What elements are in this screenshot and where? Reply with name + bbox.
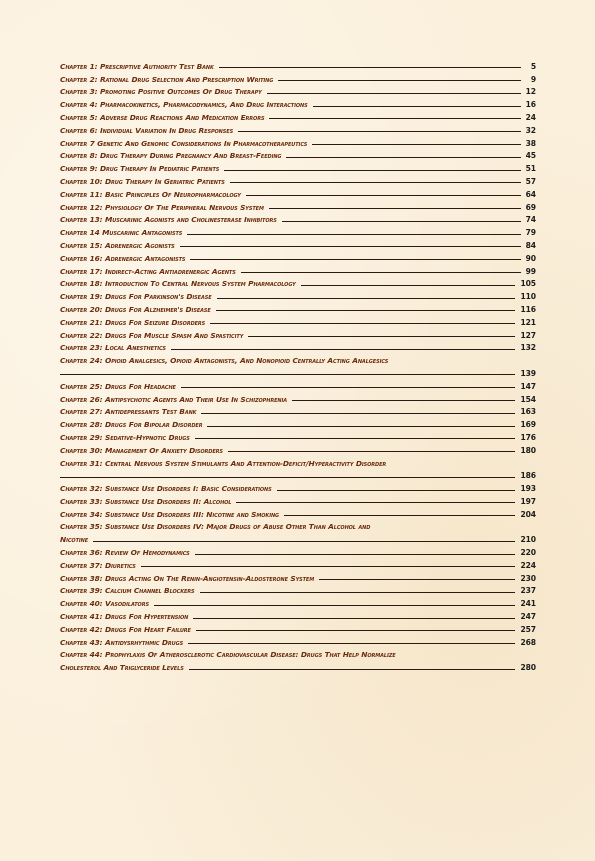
toc-entry-title: Chapter 28: Drugs For Bipolar Disorder bbox=[60, 420, 203, 430]
toc-entry[interactable] bbox=[60, 263, 536, 276]
toc-entry-page-number: 257 bbox=[520, 624, 536, 634]
toc-entry-page-number: 147 bbox=[520, 381, 536, 391]
toc-entry-title: Chapter 26: Antipsychotic Agents And Their Use In Schizophrenia bbox=[60, 394, 288, 404]
toc-entry[interactable] bbox=[60, 365, 536, 378]
toc-entry-page-number: 186 bbox=[520, 471, 536, 481]
toc-leader-line bbox=[190, 259, 520, 260]
toc-entry-page-number: 16 bbox=[525, 100, 536, 110]
toc-entry-title: Chapter 33: Substance Use Disorders II: Alcohol bbox=[60, 496, 232, 506]
toc-leader-line bbox=[246, 195, 521, 196]
toc-entry-page-number: 241 bbox=[520, 599, 536, 609]
toc-leader-line bbox=[200, 592, 516, 593]
toc-entry-page-number: 132 bbox=[520, 343, 536, 353]
toc-entry[interactable] bbox=[60, 468, 536, 481]
toc-entry-page-number: 99 bbox=[525, 266, 536, 276]
toc-entry[interactable] bbox=[60, 570, 536, 583]
toc-entry-title: Chapter 12: Physiology Of The Peripheral Nervous System bbox=[60, 202, 264, 212]
toc-entry-title: Chapter 19: Drugs For Parkinson's Disease bbox=[60, 292, 212, 302]
toc-entry-title: Chapter 17: Indirect-Acting Antiadrenergic Agents bbox=[60, 266, 236, 276]
toc-leader-line bbox=[284, 515, 515, 516]
toc-entry[interactable] bbox=[60, 404, 536, 417]
toc-entry-title: Chapter 31: Central Nervous System Stimulants And Attention-Deficit/Hyperactivity Disorder bbox=[60, 458, 387, 468]
toc-entry-page-number: 79 bbox=[525, 228, 536, 238]
toc-leader-line bbox=[312, 144, 520, 145]
toc-entry-page-number: 268 bbox=[520, 637, 536, 647]
toc-entry-page-number: 220 bbox=[520, 548, 536, 558]
toc-entry[interactable] bbox=[60, 288, 536, 301]
toc-entry-page-number: 5 bbox=[530, 61, 536, 71]
toc-entry[interactable] bbox=[60, 135, 536, 148]
toc-entry-page-number: 121 bbox=[520, 317, 536, 327]
toc-entry-page-number: 204 bbox=[520, 509, 536, 519]
toc-entry-page-number: 116 bbox=[520, 304, 536, 314]
toc-leader-line bbox=[141, 566, 516, 567]
toc-entry-title: Chapter 18: Introduction To Central Nervous System Pharmacology bbox=[60, 279, 296, 289]
toc-entry-title: Chapter 34: Substance Use Disorders III: Nicotine and Smoking bbox=[60, 509, 280, 519]
toc-entry[interactable] bbox=[60, 314, 536, 327]
toc-entry[interactable] bbox=[60, 122, 536, 135]
toc-leader-line bbox=[301, 285, 516, 286]
toc-entry-title: Chapter 3: Promoting Positive Outcomes Of Drug Therapy bbox=[60, 87, 262, 97]
toc-entry-page-number: 57 bbox=[525, 176, 536, 186]
table-of-contents bbox=[60, 58, 536, 672]
toc-entry-title: Nicotine bbox=[60, 535, 89, 545]
toc-entry-title: Chapter 36: Review Of Hemodynamics bbox=[60, 548, 190, 558]
toc-entry-title: Chapter 2: Rational Drug Selection And Prescription Writing bbox=[60, 74, 274, 84]
toc-entry-title: Chapter 40: Vasodilators bbox=[60, 599, 149, 609]
toc-entry-title: Chapter 30: Management Of Anxiety Disorders bbox=[60, 445, 223, 455]
toc-leader-line bbox=[248, 336, 515, 337]
toc-leader-line bbox=[201, 413, 515, 414]
toc-leader-line bbox=[269, 118, 520, 119]
toc-entry-page-number: 24 bbox=[525, 112, 536, 122]
toc-entry-title: Chapter 39: Calcium Channel Blockers bbox=[60, 586, 195, 596]
toc-entry[interactable] bbox=[60, 96, 536, 109]
toc-leader-line bbox=[282, 221, 521, 222]
toc-leader-line bbox=[180, 246, 521, 247]
toc-entry[interactable] bbox=[60, 455, 536, 468]
toc-entry-title: Chapter 38: Drugs Acting On The Renin-Angiotensin-Aldosterone System bbox=[60, 573, 315, 583]
toc-entry[interactable] bbox=[60, 634, 536, 647]
toc-leader-line bbox=[228, 451, 516, 452]
toc-leader-line bbox=[216, 310, 516, 311]
toc-entry-title: Chapter 14 Muscarinic Antagonists bbox=[60, 228, 183, 238]
toc-entry-title: Chapter 42: Drugs For Heart Failure bbox=[60, 624, 191, 634]
toc-entry-title: Chapter 8: Drug Therapy During Pregnancy And Breast-Feeding bbox=[60, 151, 282, 161]
toc-entry[interactable] bbox=[60, 493, 536, 506]
toc-entry-page-number: 64 bbox=[525, 189, 536, 199]
toc-entry-title: Chapter 41: Drugs For Hypertension bbox=[60, 612, 189, 622]
toc-leader-line bbox=[188, 643, 515, 644]
toc-entry[interactable] bbox=[60, 109, 536, 122]
toc-entry-page-number: 90 bbox=[525, 253, 536, 263]
toc-entry-page-number: 210 bbox=[520, 535, 536, 545]
toc-entry[interactable] bbox=[60, 250, 536, 263]
toc-entry-page-number: 105 bbox=[520, 279, 536, 289]
toc-entry-page-number: 176 bbox=[520, 432, 536, 442]
toc-entry-page-number: 180 bbox=[520, 445, 536, 455]
toc-entry[interactable] bbox=[60, 148, 536, 161]
toc-entry-page-number: 154 bbox=[520, 394, 536, 404]
toc-entry-page-number: 163 bbox=[520, 407, 536, 417]
toc-leader-line bbox=[224, 170, 520, 171]
toc-entry-title: Chapter 24: Opioid Analgesics, Opioid Antagonists, And Nonopioid Centrally Acting Analgesics bbox=[60, 356, 389, 366]
toc-leader-line bbox=[230, 182, 521, 183]
toc-leader-line bbox=[207, 426, 515, 427]
toc-entry-title: Chapter 11: Basic Principles Of Neuropharmacology bbox=[60, 189, 241, 199]
toc-leader-line bbox=[319, 579, 515, 580]
toc-leader-line bbox=[241, 272, 521, 273]
toc-entry[interactable] bbox=[60, 276, 536, 289]
toc-entry-title: Chapter 21: Drugs For Seizure Disorders bbox=[60, 317, 206, 327]
toc-entry-title: Chapter 10: Drug Therapy In Geriatric Patients bbox=[60, 176, 225, 186]
toc-entry-title: Chapter 37: Diuretics bbox=[60, 560, 136, 570]
toc-entry-title: Chapter 35: Substance Use Disorders IV: Major Drugs of Abuse Other Than Alcohol and bbox=[60, 522, 371, 532]
toc-entry[interactable] bbox=[60, 416, 536, 429]
toc-entry-page-number: 32 bbox=[525, 125, 536, 135]
toc-entry-page-number: 247 bbox=[520, 612, 536, 622]
toc-entry[interactable] bbox=[60, 58, 536, 71]
toc-leader-line bbox=[210, 323, 515, 324]
toc-entry-page-number: 38 bbox=[525, 138, 536, 148]
toc-entry-page-number: 74 bbox=[525, 215, 536, 225]
toc-entry-page-number: 110 bbox=[520, 292, 536, 302]
toc-leader-line bbox=[171, 349, 516, 350]
toc-entry-page-number: 69 bbox=[525, 202, 536, 212]
toc-entry-page-number: 127 bbox=[520, 330, 536, 340]
toc-entry-title: Chapter 16: Adrenergic Antagonists bbox=[60, 253, 186, 263]
toc-leader-line bbox=[181, 387, 516, 388]
toc-entry[interactable] bbox=[60, 199, 536, 212]
toc-entry-title: Chapter 6: Individual Variation In Drug Responses bbox=[60, 125, 234, 135]
toc-leader-line bbox=[189, 669, 516, 670]
toc-entry[interactable] bbox=[60, 621, 536, 634]
toc-leader-line bbox=[277, 490, 516, 491]
toc-entry[interactable] bbox=[60, 429, 536, 442]
toc-entry-title: Chapter 7 Genetic And Genomic Considerations In Pharmacotherapeutics bbox=[60, 138, 308, 148]
toc-leader-line bbox=[195, 554, 516, 555]
toc-leader-line bbox=[238, 131, 521, 132]
toc-leader-line bbox=[193, 618, 515, 619]
toc-entry-title: Chapter 27: Antidepressants Test Bank bbox=[60, 407, 197, 417]
toc-entry-title: Chapter 4: Pharmacokinetics, Pharmacodynamics, And Drug Interactions bbox=[60, 100, 308, 110]
toc-entry-page-number: 237 bbox=[520, 586, 536, 596]
toc-leader-line bbox=[219, 67, 521, 68]
toc-entry-title: Chapter 1: Prescriptive Authority Test Bank bbox=[60, 61, 214, 71]
toc-entry[interactable] bbox=[60, 659, 536, 672]
toc-entry-page-number: 12 bbox=[525, 87, 536, 97]
toc-entry[interactable] bbox=[60, 442, 536, 455]
toc-leader-line bbox=[286, 157, 520, 158]
toc-entry-page-number: 139 bbox=[520, 368, 536, 378]
toc-entry[interactable] bbox=[60, 544, 536, 557]
toc-leader-line bbox=[236, 502, 515, 503]
toc-entry[interactable] bbox=[60, 608, 536, 621]
toc-entry-title: Chapter 44: Prophylaxis Of Atherosclerotic Cardiovascular Disease: Drugs That Help Normalize bbox=[60, 650, 396, 660]
toc-entry[interactable] bbox=[60, 160, 536, 173]
toc-entry[interactable] bbox=[60, 173, 536, 186]
toc-entry-title: Chapter 15: Adrenergic Agonists bbox=[60, 240, 175, 250]
toc-leader-line bbox=[292, 400, 515, 401]
toc-leader-line bbox=[154, 605, 515, 606]
toc-entry-page-number: 197 bbox=[520, 496, 536, 506]
toc-entry[interactable] bbox=[60, 391, 536, 404]
toc-entry[interactable] bbox=[60, 480, 536, 493]
toc-entry-page-number: 280 bbox=[520, 663, 536, 673]
toc-entry[interactable] bbox=[60, 212, 536, 225]
toc-entry[interactable] bbox=[60, 186, 536, 199]
toc-leader-line bbox=[195, 438, 516, 439]
toc-entry[interactable] bbox=[60, 378, 536, 391]
toc-entry[interactable] bbox=[60, 595, 536, 608]
toc-entry-page-number: 84 bbox=[525, 240, 536, 250]
toc-entry[interactable] bbox=[60, 583, 536, 596]
toc-entry-title: Chapter 20: Drugs For Alzheimer's Disease bbox=[60, 304, 211, 314]
toc-entry-title: Chapter 25: Drugs For Headache bbox=[60, 381, 176, 391]
toc-entry[interactable] bbox=[60, 519, 536, 532]
toc-entry-title: Chapter 22: Drugs For Muscle Spasm And Spasticity bbox=[60, 330, 244, 340]
toc-leader-line bbox=[313, 106, 521, 107]
toc-leader-line bbox=[267, 93, 521, 94]
toc-entry-page-number: 169 bbox=[520, 420, 536, 430]
toc-entry[interactable] bbox=[60, 531, 536, 544]
toc-entry-title: Cholesterol And Triglyceride Levels bbox=[60, 663, 184, 673]
toc-entry[interactable] bbox=[60, 327, 536, 340]
toc-entry-title: Chapter 29: Sedative-Hypnotic Drugs bbox=[60, 432, 190, 442]
toc-entry[interactable] bbox=[60, 352, 536, 365]
toc-entry[interactable] bbox=[60, 301, 536, 314]
toc-entry[interactable] bbox=[60, 237, 536, 250]
toc-entry[interactable] bbox=[60, 647, 536, 660]
toc-leader-line bbox=[187, 234, 520, 235]
toc-entry-title: Chapter 43: Antidysrhythmic Drugs bbox=[60, 637, 184, 647]
toc-entry[interactable] bbox=[60, 557, 536, 570]
toc-entry[interactable] bbox=[60, 224, 536, 237]
toc-entry-title: Chapter 13: Muscarinic Agonists and Cholinesterase Inhibitors bbox=[60, 215, 277, 225]
toc-leader-line bbox=[278, 80, 521, 81]
toc-entry[interactable] bbox=[60, 71, 536, 84]
toc-entry[interactable] bbox=[60, 84, 536, 97]
toc-entry-page-number: 193 bbox=[520, 484, 536, 494]
toc-entry-title: Chapter 23: Local Anesthetics bbox=[60, 343, 166, 353]
toc-leader-line bbox=[60, 374, 515, 375]
toc-entry-title: Chapter 32: Substance Use Disorders I: Basic Considerations bbox=[60, 484, 272, 494]
toc-entry-page-number: 45 bbox=[525, 151, 536, 161]
toc-entry-title: Chapter 9: Drug Therapy In Pediatric Patients bbox=[60, 164, 220, 174]
toc-entry-page-number: 51 bbox=[525, 164, 536, 174]
toc-entry-page-number: 9 bbox=[530, 74, 536, 84]
toc-leader-line bbox=[217, 298, 516, 299]
toc-entry[interactable] bbox=[60, 340, 536, 353]
toc-entry-title: Chapter 5: Adverse Drug Reactions And Medication Errors bbox=[60, 112, 265, 122]
toc-entry[interactable] bbox=[60, 506, 536, 519]
toc-leader-line bbox=[196, 630, 516, 631]
toc-leader-line bbox=[60, 477, 515, 478]
toc-entry-page-number: 230 bbox=[520, 573, 536, 583]
toc-entry-page-number: 224 bbox=[520, 560, 536, 570]
toc-leader-line bbox=[93, 541, 515, 542]
toc-leader-line bbox=[269, 208, 521, 209]
